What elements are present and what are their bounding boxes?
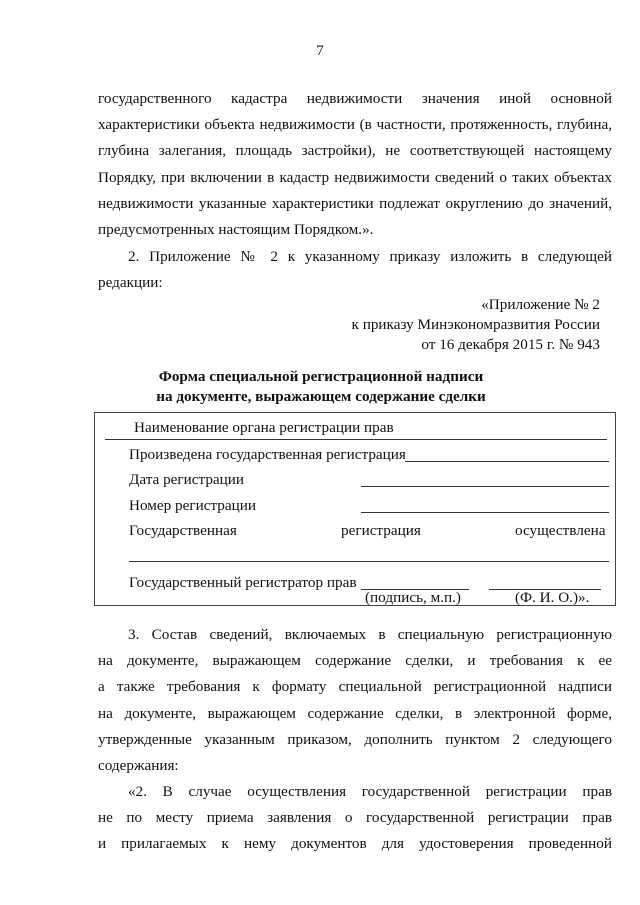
paragraph-3-line: 3. Состав сведений, включаемых в специальную регистрационную bbox=[128, 626, 612, 643]
paragraph-1 bbox=[98, 86, 612, 243]
paragraph-1-line: государственного кадастра недвижимости значения иной основной bbox=[98, 90, 612, 107]
paragraph-3-last-line: содержания: bbox=[98, 756, 179, 774]
paragraph-3-line: утвержденные указанным приказом, дополнить пунктом 2 следующего bbox=[98, 730, 612, 748]
authority-name-label: Наименование органа регистрации прав bbox=[134, 419, 394, 436]
paragraph-3-line: а также требования к формату специальной регистрационной надписи bbox=[98, 678, 612, 696]
registration-number-label: Номер регистрации bbox=[129, 497, 256, 514]
paragraph-2-line: 2. Приложение № 2 к указанному приказу изложить в следующей bbox=[128, 248, 612, 265]
registration-stamp-form bbox=[94, 412, 616, 606]
appendix-line: к приказу Минэкономразвития России bbox=[351, 316, 600, 333]
paragraph-3-line: на документе, выражающем содержание сделки, и требования к ее bbox=[98, 652, 612, 670]
page-number: 7 bbox=[316, 43, 324, 59]
registration-date-label: Дата регистрации bbox=[129, 471, 245, 488]
paragraph-4-line: и прилагаемых к нему документов для удостоверения проведенной bbox=[98, 835, 612, 853]
paragraph-4-line: не по месту приема заявления о государственной регистрации прав bbox=[98, 809, 612, 827]
appendix-line: от 16 декабря 2015 г. № 943 bbox=[421, 336, 600, 353]
registration-done-blank bbox=[405, 461, 609, 462]
appendix-line: «Приложение № 2 bbox=[481, 296, 600, 313]
registration-performed-word: осуществлена bbox=[515, 522, 606, 539]
paragraph-3-line: на документе, выражающем содержание сделки, в электронной форме, bbox=[98, 704, 612, 722]
name-caption: (Ф. И. О.)». bbox=[515, 589, 590, 606]
registrar-label: Государственный регистратор прав bbox=[129, 574, 357, 591]
paragraph-2 bbox=[98, 244, 612, 296]
paragraph-1-line: характеристики объекта недвижимости (в частности, протяженность, глубина, bbox=[98, 116, 612, 134]
registration-performed-blank bbox=[129, 561, 609, 562]
paragraph-1-line: недвижимости указанные характеристики подлежат округлению до значений, bbox=[98, 194, 612, 212]
form-title-line: на документе, выражающем содержание сделки bbox=[156, 388, 486, 405]
appendix-reference bbox=[330, 295, 600, 355]
paragraph-1-line: глубина залегания, площадь застройки), не соответствующей настоящему bbox=[98, 142, 612, 160]
form-title-line: Форма специальной регистрационной надписи bbox=[158, 368, 484, 385]
paragraph-1-last-line: предусмотренных настоящим Порядком.». bbox=[98, 220, 374, 238]
authority-divider bbox=[105, 439, 607, 440]
form-title bbox=[96, 367, 546, 407]
registration-date-blank bbox=[361, 486, 609, 487]
paragraph-2-line: редакции: bbox=[98, 274, 163, 292]
registration-performed-word: Государственная bbox=[129, 522, 237, 539]
signature-caption: (подпись, м.п.) bbox=[365, 589, 461, 606]
registration-number-blank bbox=[361, 512, 609, 513]
paragraph-1-line: Порядку, при включении в кадастр недвижимости сведений о таких объектах bbox=[98, 168, 612, 186]
paragraph-4-line: «2. В случае осуществления государственной регистрации прав bbox=[128, 783, 612, 800]
registration-performed-word: регистрация bbox=[341, 522, 421, 539]
registration-done-label: Произведена государственная регистрация bbox=[129, 446, 406, 463]
paragraph-4 bbox=[98, 779, 612, 858]
paragraph-3 bbox=[98, 622, 612, 779]
